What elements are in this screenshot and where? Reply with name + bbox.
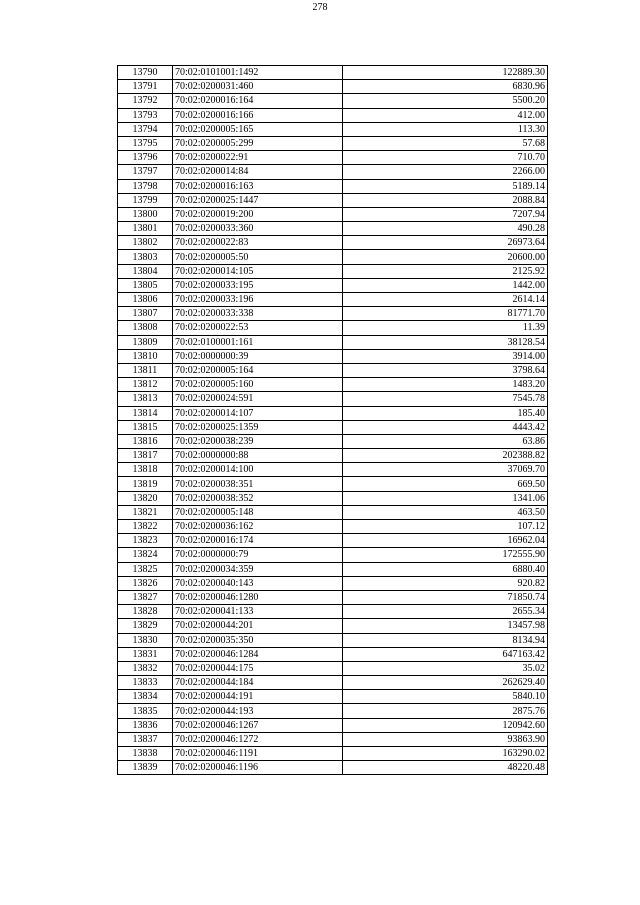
value-cell: 113.30 xyxy=(343,122,548,136)
cadastral-number-cell: 70:02:0200034:359 xyxy=(173,562,343,576)
table-row xyxy=(118,463,548,477)
row-number-cell: 13792 xyxy=(118,94,173,108)
row-number-cell: 13794 xyxy=(118,122,173,136)
cadastral-number-cell: 70:02:0200038:352 xyxy=(173,491,343,505)
table-row xyxy=(118,236,548,250)
table-row xyxy=(118,548,548,562)
row-number-cell: 13806 xyxy=(118,293,173,307)
row-number-cell: 13791 xyxy=(118,80,173,94)
table-row xyxy=(118,633,548,647)
cadastral-number-cell: 70:02:0200005:148 xyxy=(173,505,343,519)
row-number-cell: 13833 xyxy=(118,676,173,690)
row-number-cell: 13827 xyxy=(118,590,173,604)
table-row xyxy=(118,420,548,434)
value-cell: 2875.76 xyxy=(343,704,548,718)
table-row xyxy=(118,264,548,278)
table-row xyxy=(118,250,548,264)
row-number-cell: 13803 xyxy=(118,250,173,264)
cadastral-number-cell: 70:02:0200016:164 xyxy=(173,94,343,108)
cadastral-number-cell: 70:02:0200044:193 xyxy=(173,704,343,718)
table-row xyxy=(118,676,548,690)
table-row xyxy=(118,732,548,746)
value-cell: 7545.78 xyxy=(343,392,548,406)
table-row xyxy=(118,335,548,349)
value-cell: 81771.70 xyxy=(343,307,548,321)
row-number-cell: 13807 xyxy=(118,307,173,321)
row-number-cell: 13834 xyxy=(118,690,173,704)
cadastral-number-cell: 70:02:0000000:88 xyxy=(173,449,343,463)
cadastral-number-cell: 70:02:0200044:175 xyxy=(173,661,343,675)
cadastral-number-cell: 70:02:0200016:163 xyxy=(173,179,343,193)
table-row xyxy=(118,406,548,420)
row-number-cell: 13813 xyxy=(118,392,173,406)
table-row xyxy=(118,520,548,534)
cadastral-number-cell: 70:02:0200022:91 xyxy=(173,151,343,165)
row-number-cell: 13817 xyxy=(118,449,173,463)
value-cell: 11.39 xyxy=(343,321,548,335)
cadastral-number-cell: 70:02:0200046:1272 xyxy=(173,732,343,746)
row-number-cell: 13811 xyxy=(118,363,173,377)
registry-table-body xyxy=(118,66,548,775)
row-number-cell: 13828 xyxy=(118,605,173,619)
table-row xyxy=(118,761,548,775)
cadastral-number-cell: 70:02:0200014:107 xyxy=(173,406,343,420)
cadastral-number-cell: 70:02:0200025:1447 xyxy=(173,193,343,207)
value-cell: 490.28 xyxy=(343,222,548,236)
cadastral-number-cell: 70:02:0200046:1196 xyxy=(173,761,343,775)
cadastral-number-cell: 70:02:0100001:161 xyxy=(173,335,343,349)
table-row xyxy=(118,619,548,633)
cadastral-number-cell: 70:02:0200041:133 xyxy=(173,605,343,619)
table-row xyxy=(118,363,548,377)
row-number-cell: 13819 xyxy=(118,477,173,491)
cadastral-number-cell: 70:02:0200005:164 xyxy=(173,363,343,377)
value-cell: 38128.54 xyxy=(343,335,548,349)
cadastral-number-cell: 70:02:0200044:184 xyxy=(173,676,343,690)
value-cell: 7207.94 xyxy=(343,207,548,221)
row-number-cell: 13800 xyxy=(118,207,173,221)
cadastral-number-cell: 70:02:0200033:196 xyxy=(173,293,343,307)
cadastral-number-cell: 70:02:0200033:338 xyxy=(173,307,343,321)
value-cell: 20600.00 xyxy=(343,250,548,264)
value-cell: 13457.98 xyxy=(343,619,548,633)
value-cell: 16962.04 xyxy=(343,534,548,548)
value-cell: 4443.42 xyxy=(343,420,548,434)
table-row xyxy=(118,647,548,661)
value-cell: 6880.40 xyxy=(343,562,548,576)
value-cell: 3798.64 xyxy=(343,363,548,377)
cadastral-number-cell: 70:02:0000000:39 xyxy=(173,349,343,363)
row-number-cell: 13829 xyxy=(118,619,173,633)
row-number-cell: 13799 xyxy=(118,193,173,207)
table-row xyxy=(118,193,548,207)
table-row xyxy=(118,307,548,321)
cadastral-number-cell: 70:02:0200024:591 xyxy=(173,392,343,406)
table-row xyxy=(118,534,548,548)
row-number-cell: 13820 xyxy=(118,491,173,505)
table-row xyxy=(118,505,548,519)
value-cell: 2088.84 xyxy=(343,193,548,207)
table-row xyxy=(118,66,548,80)
cadastral-number-cell: 70:02:0200016:174 xyxy=(173,534,343,548)
cadastral-number-cell: 70:02:0200025:1359 xyxy=(173,420,343,434)
row-number-cell: 13793 xyxy=(118,108,173,122)
value-cell: 647163.42 xyxy=(343,647,548,661)
table-row xyxy=(118,278,548,292)
cadastral-number-cell: 70:02:0200046:1284 xyxy=(173,647,343,661)
cadastral-number-cell: 70:02:0200046:1280 xyxy=(173,590,343,604)
row-number-cell: 13825 xyxy=(118,562,173,576)
table-row xyxy=(118,449,548,463)
table-row xyxy=(118,477,548,491)
table-row xyxy=(118,94,548,108)
row-number-cell: 13837 xyxy=(118,732,173,746)
cadastral-number-cell: 70:02:0200044:191 xyxy=(173,690,343,704)
row-number-cell: 13801 xyxy=(118,222,173,236)
row-number-cell: 13797 xyxy=(118,165,173,179)
table-row xyxy=(118,590,548,604)
table-row xyxy=(118,80,548,94)
row-number-cell: 13839 xyxy=(118,761,173,775)
value-cell: 463.50 xyxy=(343,505,548,519)
cadastral-number-cell: 70:02:0200038:351 xyxy=(173,477,343,491)
cadastral-number-cell: 70:02:0200022:83 xyxy=(173,236,343,250)
table-row xyxy=(118,349,548,363)
value-cell: 120942.60 xyxy=(343,718,548,732)
cadastral-number-cell: 70:02:0200033:195 xyxy=(173,278,343,292)
value-cell: 71850.74 xyxy=(343,590,548,604)
value-cell: 5500.20 xyxy=(343,94,548,108)
table-row xyxy=(118,179,548,193)
table-row xyxy=(118,122,548,136)
value-cell: 262629.40 xyxy=(343,676,548,690)
value-cell: 172555.90 xyxy=(343,548,548,562)
row-number-cell: 13836 xyxy=(118,718,173,732)
cadastral-number-cell: 70:02:0200044:201 xyxy=(173,619,343,633)
value-cell: 2614.14 xyxy=(343,293,548,307)
row-number-cell: 13810 xyxy=(118,349,173,363)
cadastral-number-cell: 70:02:0200019:200 xyxy=(173,207,343,221)
table-row xyxy=(118,207,548,221)
value-cell: 1341.06 xyxy=(343,491,548,505)
value-cell: 920.82 xyxy=(343,576,548,590)
value-cell: 202388.82 xyxy=(343,449,548,463)
row-number-cell: 13809 xyxy=(118,335,173,349)
row-number-cell: 13815 xyxy=(118,420,173,434)
cadastral-number-cell: 70:02:0200016:166 xyxy=(173,108,343,122)
cadastral-number-cell: 70:02:0200038:239 xyxy=(173,434,343,448)
row-number-cell: 13822 xyxy=(118,520,173,534)
table-row xyxy=(118,562,548,576)
cadastral-number-cell: 70:02:0101001:1492 xyxy=(173,66,343,80)
table-row xyxy=(118,661,548,675)
row-number-cell: 13814 xyxy=(118,406,173,420)
row-number-cell: 13790 xyxy=(118,66,173,80)
table-row xyxy=(118,718,548,732)
cadastral-number-cell: 70:02:0200005:160 xyxy=(173,378,343,392)
row-number-cell: 13798 xyxy=(118,179,173,193)
table-row xyxy=(118,491,548,505)
table-row xyxy=(118,704,548,718)
value-cell: 122889.30 xyxy=(343,66,548,80)
table-row xyxy=(118,434,548,448)
page-number: 278 xyxy=(312,2,328,13)
table-row xyxy=(118,321,548,335)
row-number-cell: 13824 xyxy=(118,548,173,562)
row-number-cell: 13823 xyxy=(118,534,173,548)
row-number-cell: 13826 xyxy=(118,576,173,590)
row-number-cell: 13808 xyxy=(118,321,173,335)
value-cell: 2266.00 xyxy=(343,165,548,179)
row-number-cell: 13802 xyxy=(118,236,173,250)
value-cell: 3914.00 xyxy=(343,349,548,363)
table-row xyxy=(118,576,548,590)
row-number-cell: 13838 xyxy=(118,747,173,761)
value-cell: 710.70 xyxy=(343,151,548,165)
value-cell: 2655.34 xyxy=(343,605,548,619)
row-number-cell: 13831 xyxy=(118,647,173,661)
value-cell: 1442.00 xyxy=(343,278,548,292)
cadastral-number-cell: 70:02:0200040:143 xyxy=(173,576,343,590)
cadastral-number-cell: 70:02:0200046:1191 xyxy=(173,747,343,761)
row-number-cell: 13795 xyxy=(118,136,173,150)
table-row xyxy=(118,605,548,619)
table-row xyxy=(118,293,548,307)
value-cell: 93863.90 xyxy=(343,732,548,746)
cadastral-number-cell: 70:02:0200005:299 xyxy=(173,136,343,150)
cadastral-number-cell: 70:02:0200033:360 xyxy=(173,222,343,236)
cadastral-number-cell: 70:02:0200014:84 xyxy=(173,165,343,179)
row-number-cell: 13835 xyxy=(118,704,173,718)
row-number-cell: 13805 xyxy=(118,278,173,292)
value-cell: 412.00 xyxy=(343,108,548,122)
row-number-cell: 13812 xyxy=(118,378,173,392)
value-cell: 6830.96 xyxy=(343,80,548,94)
cadastral-number-cell: 70:02:0200031:460 xyxy=(173,80,343,94)
row-number-cell: 13818 xyxy=(118,463,173,477)
value-cell: 26973.64 xyxy=(343,236,548,250)
value-cell: 8134.94 xyxy=(343,633,548,647)
table-row xyxy=(118,136,548,150)
value-cell: 57.68 xyxy=(343,136,548,150)
table-row xyxy=(118,108,548,122)
cadastral-number-cell: 70:02:0200005:165 xyxy=(173,122,343,136)
value-cell: 185.40 xyxy=(343,406,548,420)
row-number-cell: 13821 xyxy=(118,505,173,519)
value-cell: 107.12 xyxy=(343,520,548,534)
table-row xyxy=(118,747,548,761)
cadastral-number-cell: 70:02:0200014:100 xyxy=(173,463,343,477)
value-cell: 669.50 xyxy=(343,477,548,491)
cadastral-number-cell: 70:02:0200036:162 xyxy=(173,520,343,534)
value-cell: 163290.02 xyxy=(343,747,548,761)
table-row xyxy=(118,222,548,236)
table-row xyxy=(118,392,548,406)
cadastral-number-cell: 70:02:0200022:53 xyxy=(173,321,343,335)
table-row xyxy=(118,151,548,165)
row-number-cell: 13832 xyxy=(118,661,173,675)
value-cell: 5189.14 xyxy=(343,179,548,193)
row-number-cell: 13796 xyxy=(118,151,173,165)
value-cell: 5840.10 xyxy=(343,690,548,704)
value-cell: 63.86 xyxy=(343,434,548,448)
value-cell: 37069.70 xyxy=(343,463,548,477)
value-cell: 48220.48 xyxy=(343,761,548,775)
cadastral-number-cell: 70:02:0200005:50 xyxy=(173,250,343,264)
registry-table xyxy=(117,65,548,775)
cadastral-number-cell: 70:02:0200014:105 xyxy=(173,264,343,278)
table-row xyxy=(118,690,548,704)
value-cell: 2125.92 xyxy=(343,264,548,278)
row-number-cell: 13804 xyxy=(118,264,173,278)
cadastral-number-cell: 70:02:0000000:79 xyxy=(173,548,343,562)
table-row xyxy=(118,378,548,392)
cadastral-number-cell: 70:02:0200035:350 xyxy=(173,633,343,647)
row-number-cell: 13830 xyxy=(118,633,173,647)
table-row xyxy=(118,165,548,179)
value-cell: 1483.20 xyxy=(343,378,548,392)
cadastral-number-cell: 70:02:0200046:1267 xyxy=(173,718,343,732)
value-cell: 35.02 xyxy=(343,661,548,675)
row-number-cell: 13816 xyxy=(118,434,173,448)
